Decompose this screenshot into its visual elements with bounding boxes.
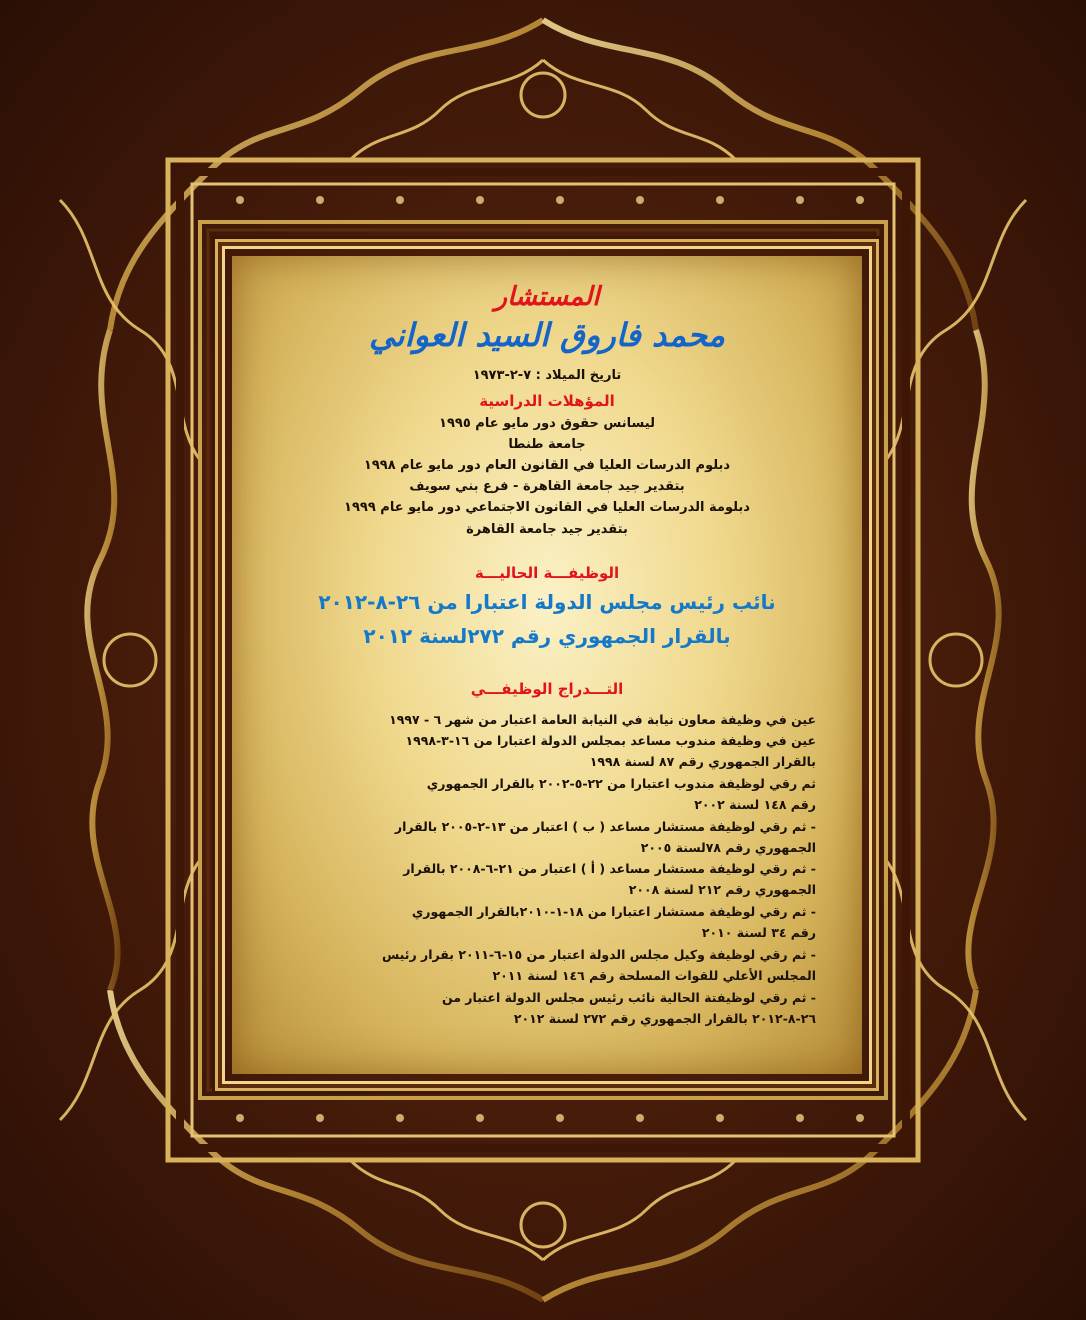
career-line: رقم ٣٤ لسنة ٢٠١٠	[701, 925, 816, 940]
qualification-line: ليسانس حقوق دور مايو عام ١٩٩٥	[439, 416, 655, 431]
career-line: المجلس الأعلي للقوات المسلحة رقم ١٤٦ لسنة ٢٠١١	[492, 968, 816, 983]
career-line: عين في وظيفة مندوب مساعد بمجلس الدولة اعتبارا من ١٦-٣-١٩٩٨	[405, 733, 816, 748]
qualification-line: دبلوم الدرسات العليا في القانون العام دور مايو عام ١٩٩٨	[363, 458, 731, 473]
career-line: - ثم رقي لوظيفة مستشار اعتبارا من ١٨-١-٢٠١٠بالقرار الجمهوري	[411, 904, 816, 919]
career-line: الجمهوري رقم ٢١٢ لسنة ٢٠٠٨	[628, 882, 816, 897]
qualification-line: دبلومة الدرسات العليا في القانون الاجتماعي دور مايو عام ١٩٩٩	[344, 500, 750, 515]
career-line: ٢٦-٨-٢٠١٢ بالقرار الجمهوري رقم ٢٧٢ لسنة ٢٠١٢	[513, 1011, 816, 1026]
career-line: - ثم رقي لوظيفة مستشار مساعد ( ب ) اعتبار من ١٣-٢-٢٠٠٥ بالقرار	[394, 819, 816, 834]
career-line: عين في وظيفة معاون نيابة في النيابة العامة اعتبار من شهر ٦ - ١٩٩٧	[389, 712, 816, 727]
qualifications-heading: المؤهلات الدراسية	[479, 392, 615, 410]
career-line: ثم رقي لوظيفة مندوب اعتبارا من ٢٢-٥-٢٠٠٢ بالقرار الجمهوري	[426, 776, 816, 791]
qualification-line: بتقدير جيد جامعة القاهرة - فرع بني سويف	[409, 479, 685, 494]
career-heading: التـــدراج الوظيفـــي	[470, 680, 624, 698]
current-job-line: نائب رئيس مجلس الدولة اعتبارا من ٢٦-٨-٢٠١٢	[318, 590, 776, 614]
career-line: الجمهوري رقم ٧٨لسنة ٢٠٠٥	[640, 840, 816, 855]
qualification-line: جامعة طنطا	[508, 437, 586, 452]
career-line: - ثم رقي لوظيفة وكيل مجلس الدولة اعتبار من ١٥-٦-٢٠١١ بقرار رئيس	[382, 947, 816, 962]
career-line: رقم ١٤٨ لسنة ٢٠٠٢	[694, 797, 816, 812]
career-line: - ثم رقي لوظيفتة الحالية نائب رئيس مجلس الدولة اعتبار من	[441, 990, 816, 1005]
current-job-heading: الوظيفـــة الحاليـــة	[474, 564, 620, 582]
bio-panel	[232, 256, 862, 1074]
current-job-line: بالقرار الجمهوري رقم ٢٧٢لسنة ٢٠١٢	[363, 624, 731, 648]
birth-date: تاريخ الميلاد : ٧-٢-١٩٧٣	[472, 368, 622, 383]
title-name: محمد فاروق السيد العواني	[368, 316, 725, 354]
career-line: بالقرار الجمهوري رقم ٨٧ لسنة ١٩٩٨	[589, 754, 816, 769]
qualification-line: بتقدير جيد جامعة القاهرة	[466, 522, 628, 537]
title-role: المستشار	[494, 282, 600, 312]
career-line: - ثم رقي لوظيفة مستشار مساعد ( أ ) اعتبار من ٢١-٦-٢٠٠٨ بالقرار	[403, 861, 816, 876]
